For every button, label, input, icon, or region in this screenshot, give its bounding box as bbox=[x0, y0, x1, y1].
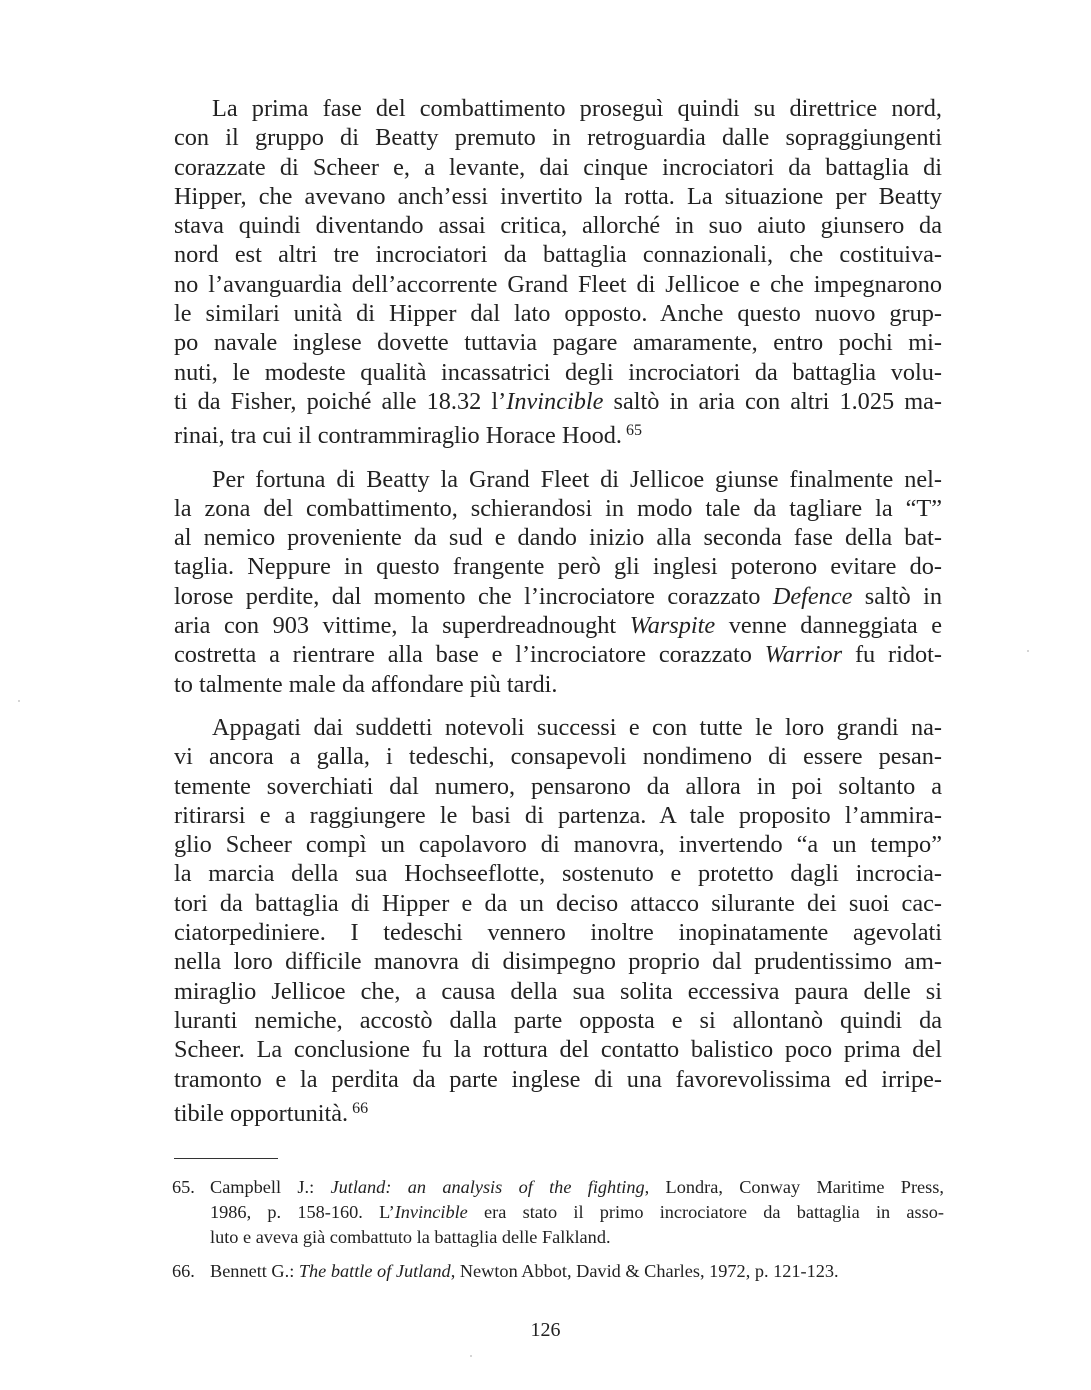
text-line: ritirarsi e a raggiungere le basi di partenza. A tale proposito l’ammira- bbox=[174, 801, 942, 829]
body-text bbox=[174, 94, 942, 1142]
footnote-line bbox=[172, 1175, 944, 1200]
text-line: glio Scheer compì un capolavoro di manovra, invertendo “a un tempo” bbox=[174, 831, 942, 859]
text-line: lorose perdite, dal momento che l’incrociatore corazzato Defence saltò in bbox=[174, 582, 942, 610]
footnote-text: Bennett G.: The battle of Jutland, Newton Abbot, David & Charles, 1972, p. 121-123. bbox=[210, 1261, 839, 1281]
text-line: le similari unità di Hipper dal lato opposto. Anche questo nuovo grup- bbox=[174, 300, 942, 328]
text-line bbox=[174, 416, 942, 450]
text-line: al nemico proveniente da sud e dando inizio alla seconda fase della bat- bbox=[174, 524, 942, 552]
footnote-65 bbox=[172, 1175, 944, 1250]
italic-title: The battle of Jutland bbox=[298, 1261, 451, 1281]
footnote-number: 66. bbox=[172, 1261, 195, 1281]
italic-title: Defence bbox=[772, 582, 853, 610]
text-line: la marcia della sua Hochseeflotte, sostenuto e protetto dagli incrocia- bbox=[174, 860, 942, 888]
footnote-number: 65. bbox=[172, 1177, 195, 1197]
text-line: no l’avanguardia dell’accorrente Grand Fleet di Jellicoe e che impegnarono bbox=[174, 270, 942, 298]
text-line: la zona del combattimento, schierandosi in modo tale da tagliare la “T” bbox=[174, 494, 942, 522]
text-line: Appagati dai suddetti notevoli successi e con tutte le loro grandi na- bbox=[212, 713, 942, 741]
text-line: vi ancora a galla, i tedeschi, consapevoli nondimeno di essere pesan- bbox=[174, 743, 942, 771]
text-line: luranti nemiche, accostò dalla parte opposta e si allontanò quindi da bbox=[174, 1006, 942, 1034]
text-line: Scheer. La conclusione fu la rottura del contatto balistico poco prima del bbox=[174, 1036, 942, 1064]
text-line: La prima fase del combattimento proseguì quindi su direttrice nord, bbox=[212, 95, 942, 122]
text-line: Hipper, che avevano anch’essi invertito la rotta. La situazione per Beatty bbox=[174, 182, 942, 210]
scan-speck bbox=[1027, 650, 1029, 652]
italic-title: Warspite bbox=[629, 612, 716, 640]
scan-speck bbox=[18, 700, 20, 702]
text-line-content: rinai, tra cui il contrammiraglio Horace Hood. bbox=[174, 422, 622, 450]
paragraph-3 bbox=[174, 713, 942, 1128]
italic-title: Warrior bbox=[764, 641, 843, 669]
text-line: Per fortuna di Beatty la Grand Fleet di Jellicoe giunse finalmente nel- bbox=[212, 465, 942, 493]
text-line: po navale inglese dovette tuttavia pagare amaramente, entro pochi mi- bbox=[174, 329, 942, 357]
italic-title: Invincible bbox=[506, 387, 604, 415]
footnote-66 bbox=[172, 1259, 944, 1284]
text-line: aria con 903 vittime, la superdreadnought Warspite venne danneggiata e bbox=[174, 612, 942, 640]
text-line: corazzate di Scheer e, a levante, dai cinque incrociatori da battaglia di bbox=[174, 153, 942, 181]
scan-speck bbox=[470, 1355, 472, 1357]
text-line: stava quindi diventando assai critica, allorché in suo aiuto giunsero da bbox=[174, 212, 942, 240]
footnote-line bbox=[172, 1259, 944, 1284]
text-line: temente soverchiati dal numero, pensarono da allora in poi soltanto a bbox=[174, 772, 942, 800]
footnote-text: Campbell J.: Jutland: an analysis of the fighting, Londra, Conway Maritime Press, bbox=[210, 1177, 944, 1197]
text-line: costretta a rientrare alla base e l’incrociatore corazzato Warrior fu ridot- bbox=[174, 641, 942, 669]
footnote-line: luto e aveva già combattuto la battaglia delle Falkland. bbox=[210, 1227, 611, 1247]
footnote-reference-65[interactable]: 65 bbox=[626, 422, 642, 440]
paragraph-2 bbox=[174, 465, 942, 699]
text-line: ti da Fisher, poiché alle 18.32 l’Invincible saltò in aria con altri 1.025 ma- bbox=[174, 387, 942, 415]
footnote-separator bbox=[174, 1158, 278, 1159]
footnote-line: 1986, p. 158-160. L’Invincible era stato il primo incrociatore da battaglia in asso- bbox=[210, 1202, 944, 1222]
text-line: to talmente male da affondare più tardi. bbox=[174, 670, 558, 698]
italic-title: Jutland: an analysis of the fighting bbox=[330, 1177, 645, 1197]
text-line: nella loro difficile manovra di disimpegno proprio dal prudentissimo am- bbox=[174, 948, 942, 976]
text-line: tramonto e la perdita da parte inglese di una favorevolissima ed irripe- bbox=[174, 1065, 942, 1093]
text-line-content: tibile opportunità. bbox=[174, 1099, 349, 1127]
text-line: con il gruppo di Beatty premuto in retroguardia dalle sopraggiungenti bbox=[174, 124, 942, 152]
text-line: taglia. Neppure in questo frangente però gli inglesi poterono evitare do- bbox=[174, 553, 942, 581]
text-line bbox=[174, 1094, 942, 1128]
paragraph-1 bbox=[174, 94, 942, 451]
page-number: 126 bbox=[530, 1319, 561, 1341]
text-line: tori da battaglia di Hipper e da un deciso attacco silurante dei suoi cac- bbox=[174, 889, 942, 917]
text-line: nord est altri tre incrociatori da battaglia connazionali, che costituiva- bbox=[174, 241, 942, 269]
text-line: miraglio Jellicoe che, a causa della sua solita eccessiva paura delle si bbox=[174, 977, 942, 1005]
footnote-reference-66[interactable]: 66 bbox=[352, 1099, 369, 1117]
text-line: nuti, le modeste qualità incassatrici degli incrociatori da battaglia volu- bbox=[174, 358, 942, 386]
italic-title: Invincible bbox=[394, 1202, 468, 1222]
footnotes bbox=[172, 1175, 944, 1293]
text-line: ciatorpediniere. I tedeschi vennero inoltre inopinatamente agevolati bbox=[174, 919, 942, 947]
